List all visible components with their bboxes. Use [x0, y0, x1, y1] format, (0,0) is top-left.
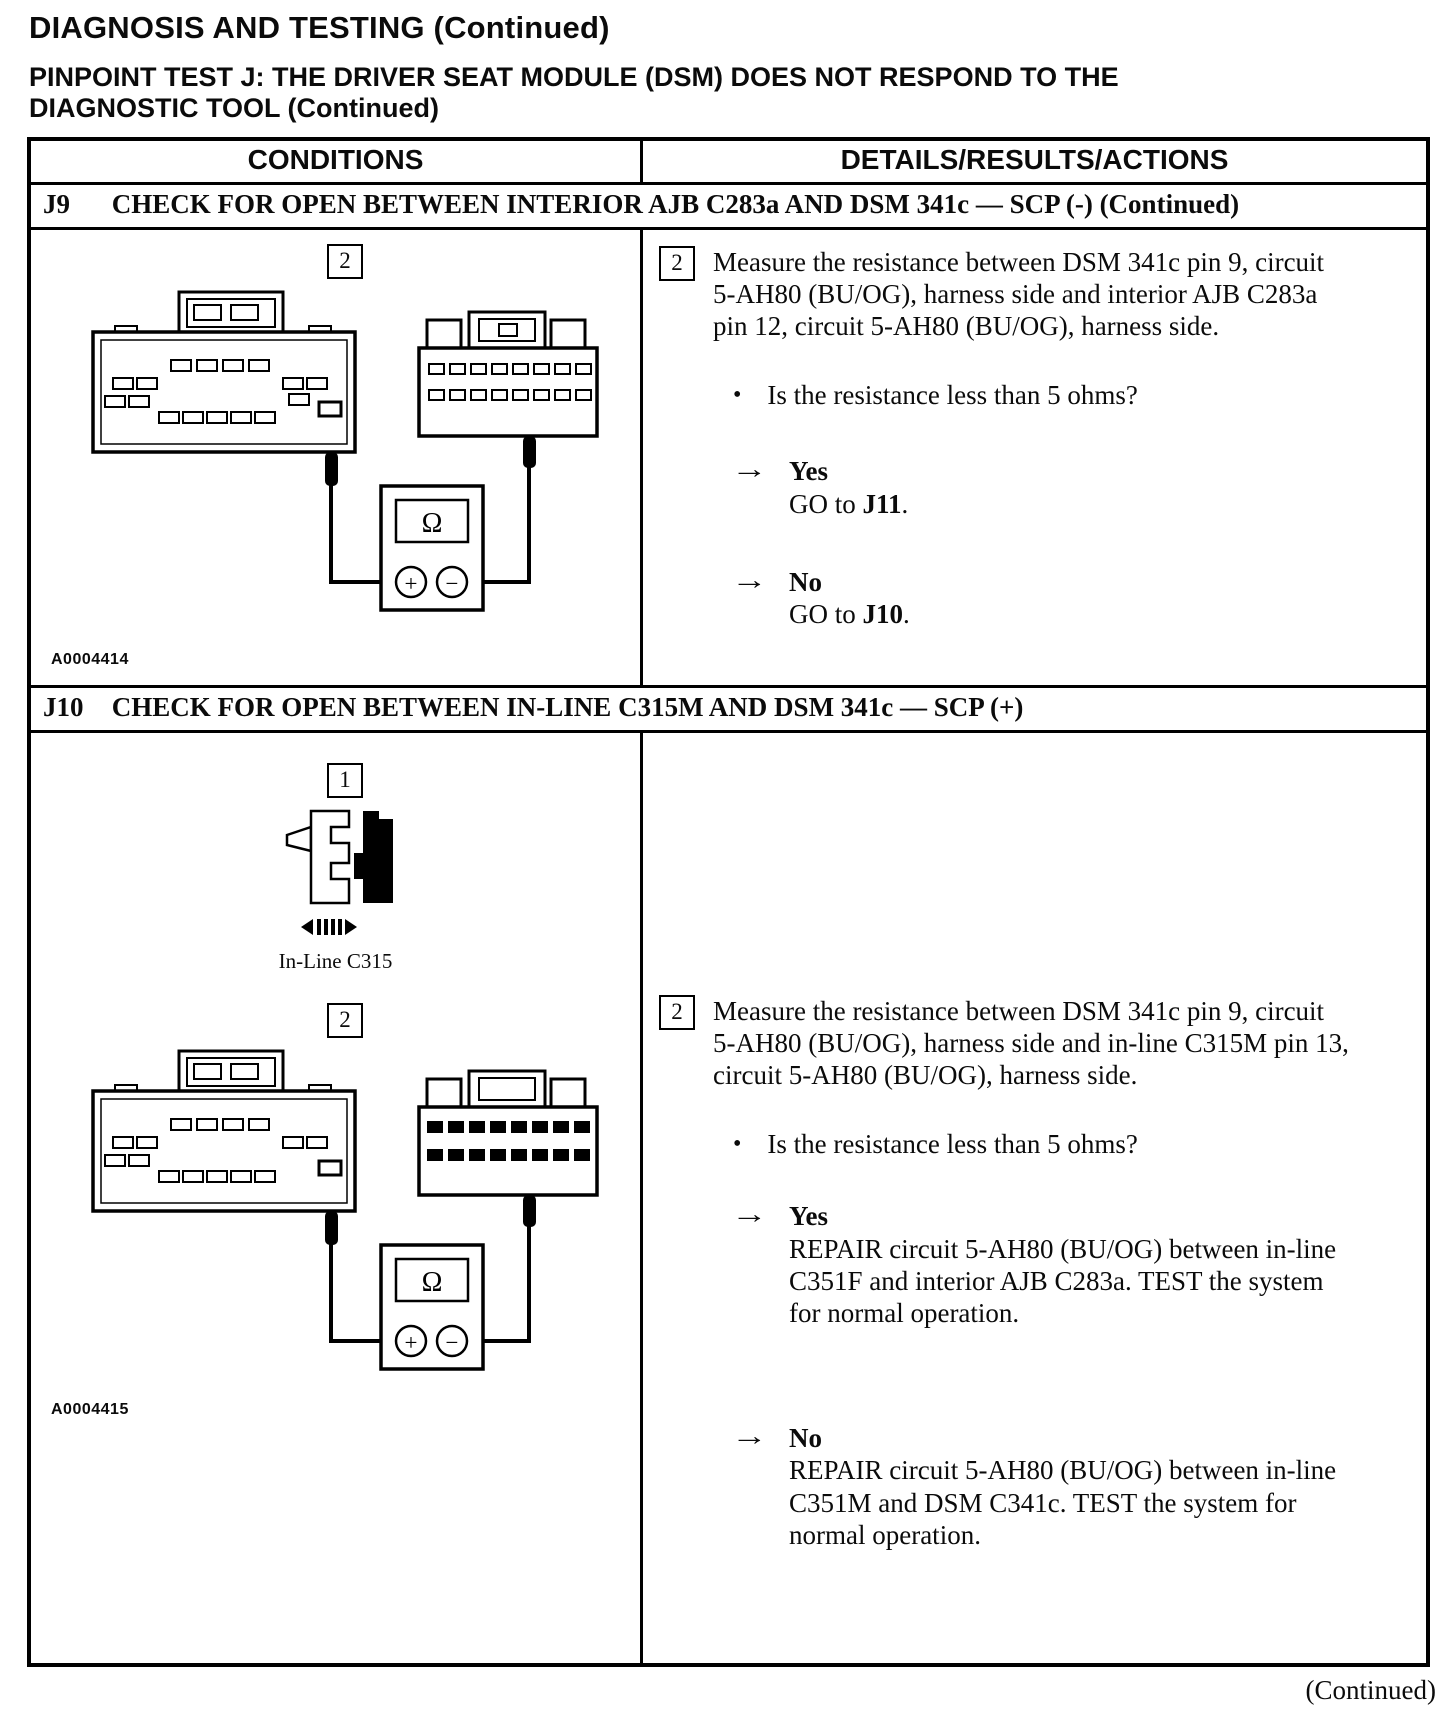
meter-probe — [523, 1195, 536, 1227]
ajb-connector-diagram — [419, 312, 597, 436]
plus-terminal: + — [404, 570, 418, 596]
j10-step-id: J10 — [43, 691, 84, 722]
figure-caption: A0004414 — [51, 650, 129, 668]
j9-details-cell — [643, 230, 1426, 688]
j9-step-row — [659, 246, 1402, 343]
inline-connector-icon — [287, 811, 393, 903]
inline-connector-caption: In-Line C315 — [278, 948, 393, 973]
j10-title-row — [31, 688, 1426, 733]
ohm-symbol: Ω — [421, 1266, 443, 1298]
j9-step-id: J9 — [43, 188, 70, 219]
column-header-conditions: CONDITIONS — [31, 141, 643, 185]
j10-instruction: Measure the resistance between DSM 341c pin 9, circuit 5-AH80 (BU/OG), harness side and in-line C315M pin 13, circuit 5-AH80 (BU/OG), harness side. — [713, 995, 1349, 1091]
minus-terminal: − — [445, 570, 459, 596]
j9-title: CHECK FOR OPEN BETWEEN INTERIOR AJB C283a AND DSM 341c — SCP (-) (Continued) — [111, 188, 1240, 219]
step-number-box: 2 — [327, 1003, 363, 1038]
dsm-connector-diagram — [93, 1051, 355, 1211]
j10-title: CHECK FOR OPEN BETWEEN IN-LINE C315M AND DSM 341c — SCP (+) — [111, 691, 1024, 722]
meter-probe — [325, 1211, 338, 1245]
j9-result-yes — [731, 455, 1402, 520]
j10-conditions-cell — [31, 733, 643, 1663]
figure-caption: A0004415 — [51, 1400, 129, 1418]
inline-connector-figure — [31, 805, 643, 945]
no-action: GO to J10. — [789, 599, 910, 630]
j9-instruction: Measure the resistance between DSM 341c pin 9, circuit 5-AH80 (BU/OG), harness side and interior AJB C283a pin 12, circuit 5-AH80 (BU/OG), harness side. — [713, 246, 1325, 342]
plus-terminal: + — [404, 1329, 418, 1355]
yes-action: REPAIR circuit 5-AH80 (BU/OG) between in-line C351F and interior AJB C283a. TEST the system for normal operation. — [789, 1233, 1337, 1329]
ohmmeter — [381, 486, 483, 610]
arrow-icon: → — [731, 454, 768, 486]
bullet-icon: • — [733, 381, 742, 408]
meter-probe — [523, 436, 536, 468]
j10-result-no — [731, 1422, 1402, 1552]
j10-result-yes — [731, 1200, 1402, 1330]
yes-label: Yes — [789, 456, 828, 487]
minus-terminal: − — [445, 1329, 459, 1355]
arrow-icon: → — [731, 1199, 768, 1231]
ohmmeter — [381, 1245, 483, 1369]
j10-step-row — [659, 995, 1402, 1092]
bullet-icon: • — [733, 1130, 742, 1157]
dsm-connector-diagram — [93, 292, 355, 452]
j9-result-no — [731, 566, 1402, 631]
meter-probe — [325, 452, 338, 486]
j10-details-cell — [643, 733, 1426, 1663]
arrow-icon: → — [731, 564, 768, 596]
j10-question-row — [733, 1128, 1402, 1160]
test-pin-highlight — [319, 402, 341, 416]
no-action: REPAIR circuit 5-AH80 (BU/OG) between in-line C351M and DSM C341c. TEST the system for normal operation. — [789, 1455, 1337, 1550]
continued-note: (Continued) — [1305, 1674, 1436, 1705]
arrow-icon: → — [731, 1420, 768, 1452]
yes-label: Yes — [789, 1201, 828, 1232]
pinpoint-test-heading: PINPOINT TEST J: THE DRIVER SEAT MODULE (DSM) DOES NOT RESPOND TO THE DIAGNOSTIC TOOL (Continued) — [29, 62, 1119, 124]
j10-resistance-test-figure — [31, 1041, 643, 1441]
yes-action: GO to J11. — [789, 488, 909, 519]
j10-question: Is the resistance less than 5 ohms? — [767, 1128, 1138, 1159]
ohm-symbol: Ω — [421, 507, 443, 539]
j9-resistance-test-figure — [31, 282, 643, 682]
inline-c315m-connector-diagram — [419, 1071, 597, 1195]
step-number-box: 1 — [327, 763, 363, 798]
j9-question-row — [733, 379, 1402, 411]
page-title: DIAGNOSIS AND TESTING (Continued) — [29, 10, 610, 45]
step-number-box: 2 — [659, 995, 695, 1030]
step-number-box: 2 — [659, 246, 695, 281]
no-label: No — [789, 566, 822, 597]
j9-title-row — [31, 185, 1426, 230]
no-label: No — [789, 1422, 822, 1453]
j9-conditions-cell — [31, 230, 643, 688]
disconnect-arrow-icon — [301, 919, 357, 935]
pinpoint-test-table — [27, 137, 1430, 1667]
column-header-details: DETAILS/RESULTS/ACTIONS — [643, 141, 1426, 185]
j9-question: Is the resistance less than 5 ohms? — [767, 379, 1138, 410]
test-pin-highlight — [319, 1161, 341, 1175]
step-number-box: 2 — [327, 244, 363, 279]
